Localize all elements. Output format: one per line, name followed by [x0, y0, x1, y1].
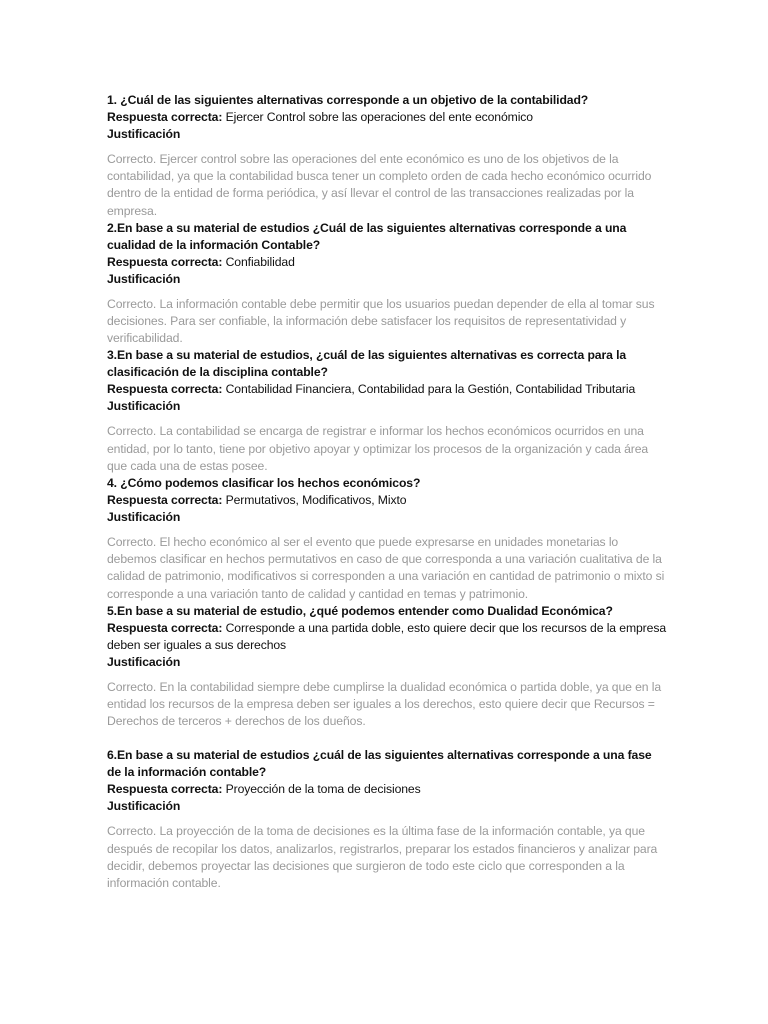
question-text: 6.En base a su material de estudios ¿cuál de las siguientes alternativas corresponde a una fase de la información contable?	[107, 748, 652, 780]
answer-label: Respuesta correcta:	[107, 110, 223, 124]
answer-value: Contabilidad Financiera, Contabilidad para la Gestión, Contabilidad Tributaria	[225, 382, 636, 397]
justification-title: Justificación	[107, 127, 181, 141]
question-block-3	[107, 347, 668, 475]
answer-line	[107, 781, 668, 798]
question-block-5	[107, 603, 668, 731]
answer-label: Respuesta correcta:	[107, 493, 223, 508]
justification-title: Justificación	[107, 271, 181, 286]
question-text: 4. ¿Cómo podemos clasificar los hechos económicos?	[107, 476, 421, 491]
question-text: 5.En base a su material de estudio, ¿qué podemos entender como Dualidad Económica?	[107, 603, 613, 618]
justification-text: Correcto. La proyección de la toma de decisiones es la última fase de la información contable, ya que después de recopilar los datos, analizarlos, registrarlos, preparar los estados financieros y analizar para decidir, debemos proyectar las decisiones que surgieron de todo este ciclo que corresponden a la información contable.	[107, 824, 658, 891]
question-block-2	[107, 220, 668, 348]
answer-line	[107, 381, 668, 398]
justification-text: Correcto. La información contable debe permitir que los usuarios puedan depender de ella al tomar sus decisiones. Para ser confiable, la información debe satisfacer los requisitos de representatividad y verificabilidad.	[107, 296, 655, 346]
question-text: 1. ¿Cuál de las siguientes alternativas corresponde a un objetivo de la contabilidad?	[107, 93, 589, 107]
question-block-4	[107, 475, 668, 603]
justification-text: Correcto. Ejercer control sobre las operaciones del ente económico es uno de los objetivos de la contabilidad, ya que la contabilidad busca tener un completo orden de cada hecho económico ocurrido dentro de la entidad de forma periódica, y así llevar el control de las transacciones realizadas por la empresa.	[107, 152, 652, 218]
justification-title: Justificación	[107, 654, 181, 669]
answer-label: Respuesta correcta:	[107, 620, 223, 635]
answer-value: Corresponde a una partida doble, esto quiere decir que los recursos de la empresa deben ser iguales a sus derechos	[107, 620, 666, 652]
answer-line	[107, 254, 668, 271]
justification-text: Correcto. En la contabilidad siempre debe cumplirse la dualidad económica o partida doble, ya que en la entidad los recursos de la empresa deben ser iguales a los derechos, esto quiere decir que Recursos = Derechos de terceros + derechos de los dueños.	[107, 679, 662, 729]
answer-line	[107, 109, 668, 126]
answer-value: Proyección de la toma de decisiones	[225, 782, 421, 797]
answer-value: Permutativos, Modificativos, Mixto	[225, 493, 407, 508]
question-text: 2.En base a su material de estudios ¿Cuál de las siguientes alternativas corresponde a una cualidad de la información Contable?	[107, 220, 627, 252]
question-block-1	[107, 92, 668, 220]
justification-title: Justificación	[107, 399, 181, 414]
answer-line	[107, 620, 668, 654]
justification-title: Justificación	[107, 799, 181, 814]
answer-line	[107, 492, 668, 509]
justification-title: Justificación	[107, 510, 181, 525]
answer-value: Ejercer Control sobre las operaciones del ente económico	[225, 110, 533, 124]
question-text: 3.En base a su material de estudios, ¿cuál de las siguientes alternativas es correcta para la clasificación de la disciplina contable?	[107, 348, 627, 380]
answer-label: Respuesta correcta:	[107, 382, 223, 397]
answer-value: Confiabilidad	[225, 254, 295, 269]
answer-label: Respuesta correcta:	[107, 782, 223, 797]
justification-text: Correcto. El hecho económico al ser el evento que puede expresarse en unidades monetarias lo debemos clasificar en hechos permutativos en caso de que corresponda a una variación cualitativa de la calidad de patrimonio, modificativos si corresponden a una variación en cantidad de patrimonio o mixto si corresponde a una variación tanto de calidad y cantidad en temas y patrimonio.	[107, 535, 665, 601]
justification-text: Correcto. La contabilidad se encarga de registrar e informar los hechos económicos ocurridos en una entidad, por lo tanto, tiene por objetivo apoyar y optimizar los procesos de la organización y cada área que cada una de estas posee.	[107, 424, 649, 473]
answer-label: Respuesta correcta:	[107, 254, 223, 269]
question-block-6	[107, 747, 668, 892]
